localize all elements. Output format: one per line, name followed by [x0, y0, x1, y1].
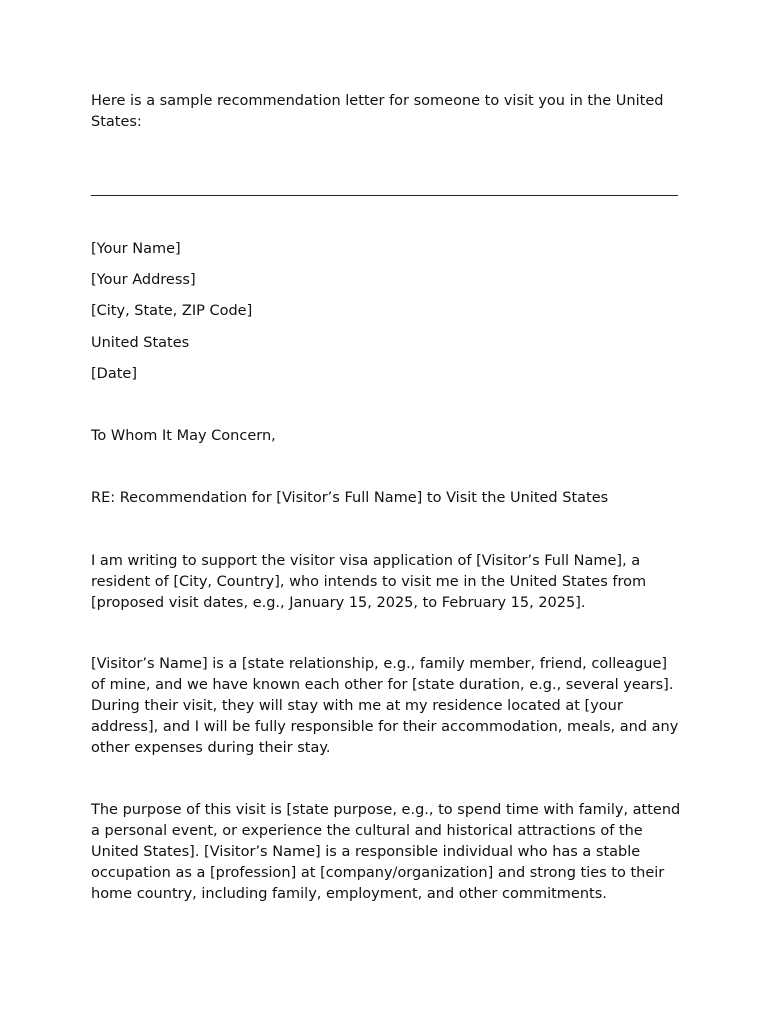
- sender-city-state-zip: [City, State, ZIP Code]: [91, 303, 253, 320]
- subject-line: RE: Recommendation for [Visitor’s Full Name] to Visit the United States: [91, 490, 609, 506]
- sender-country: United States: [91, 334, 190, 351]
- intro-text: Here is a sample recommendation letter for someone to visit you in the United States:: [91, 93, 664, 130]
- sender-name: [Your Name]: [91, 241, 181, 257]
- body-paragraph: The purpose of this visit is [state purpose, e.g., to spend time with family, attend a personal event, or experience the cultural and historical attractions of the United States]. [Visitor’s Name] is a responsible individual who has a stable occupation as a [profession] at [company/organization] and strong ties to their home country, including family, employment, and other commitments.: [91, 802, 681, 902]
- body-paragraph: I am writing to support the visitor visa application of [Visitor’s Full Name], a resident of [City, Country], who intends to visit me in the United States from [proposed visit dates, e.g., January 15, 2025, to February 15, 2025].: [91, 553, 647, 611]
- letter-date: [Date]: [91, 365, 137, 382]
- salutation: To Whom It May Concern,: [91, 428, 276, 444]
- horizontal-divider: [91, 195, 678, 196]
- sender-address: [Your Address]: [91, 272, 196, 289]
- body-paragraph: [Visitor’s Name] is a [state relationship, e.g., family member, friend, colleague] of mine, and we have known each other for [state duration, e.g., several years]. During their visit, they will stay with me at my residence located at [your address], and I will be fully responsible for their accommodation, meals, and any other expenses during their stay.: [91, 656, 679, 756]
- sender-address-block: [91, 239, 685, 395]
